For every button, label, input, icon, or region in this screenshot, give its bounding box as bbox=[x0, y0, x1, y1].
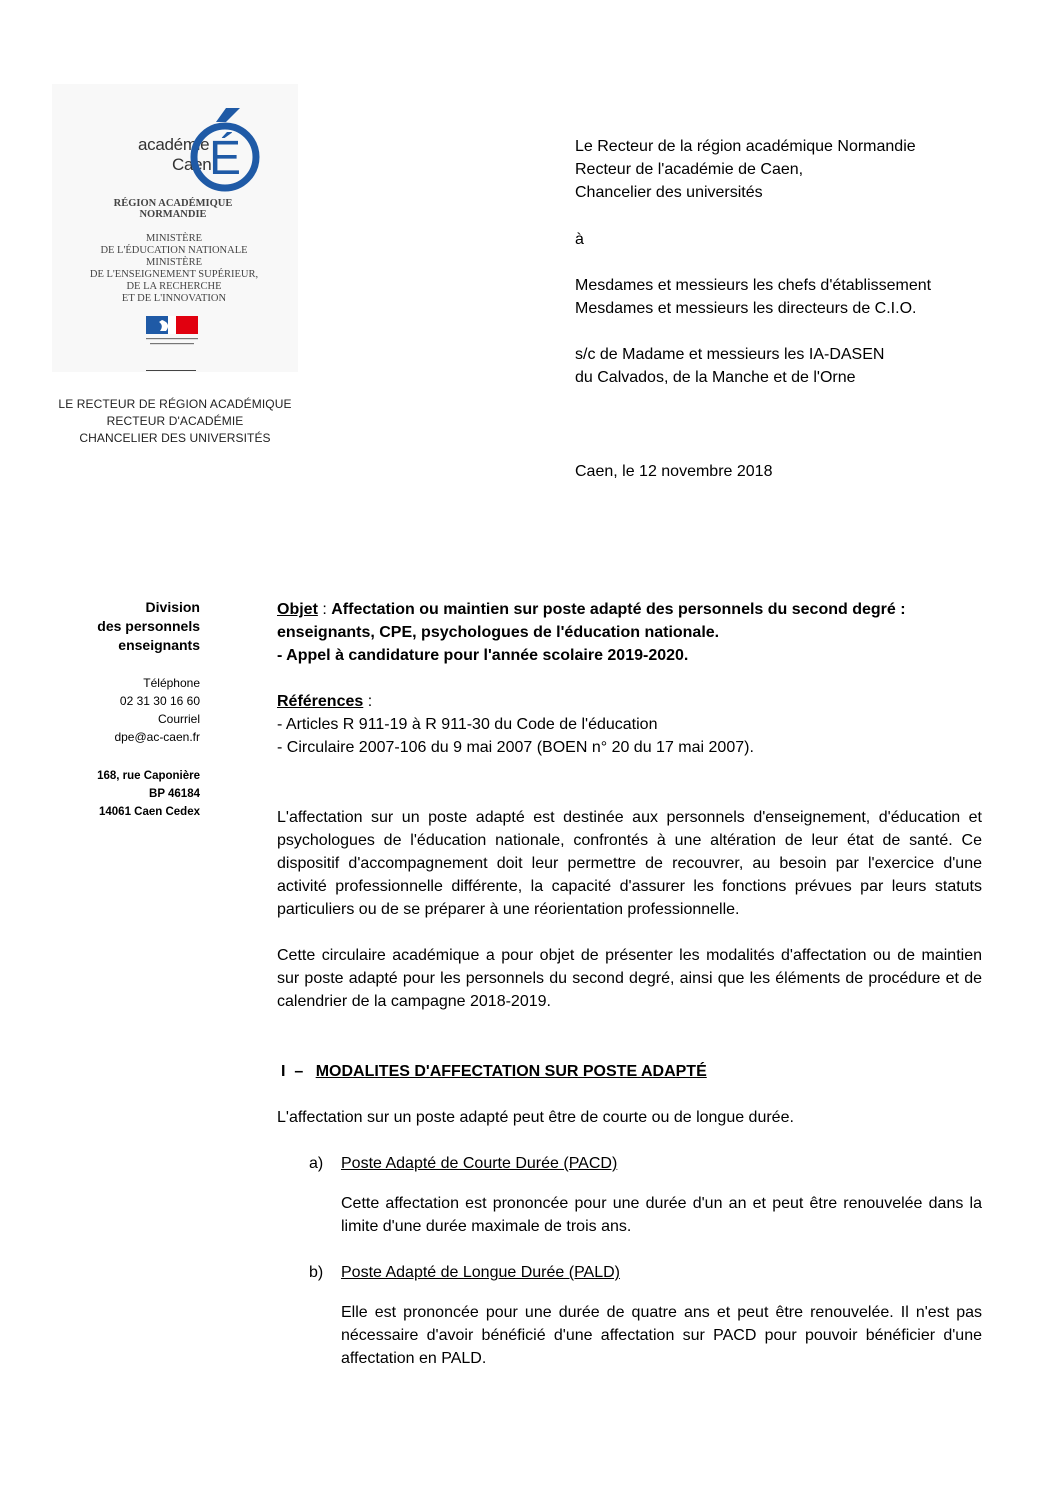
sc-line: du Calvados, de la Manche et de l'Orne bbox=[575, 369, 856, 386]
address-line: BP 46184 bbox=[149, 788, 200, 800]
recteur-titles bbox=[52, 396, 298, 447]
region-academique-label bbox=[90, 198, 256, 220]
item-text-pald: Elle est prononcée pour une durée de quatre ans et peut être renouvelée. Il n'est pas nécessaire d'avoir bénéficié d'une affectation sur PACD pour pouvoir bénéficier d'une affectation en PALD. bbox=[341, 1304, 982, 1367]
references-label: Références bbox=[277, 693, 364, 710]
recteur-title-line: LE RECTEUR DE RÉGION ACADÉMIQUE bbox=[58, 397, 292, 411]
reference-item: - Circulaire 2007-106 du 9 mai 2007 (BOEN n° 20 du 17 mai 2007). bbox=[277, 739, 754, 756]
sender-line: Chancelier des universités bbox=[575, 184, 763, 201]
wordmark-line-2: Caen bbox=[172, 155, 212, 174]
courriel-address: dpe@ac-caen.fr bbox=[114, 730, 200, 744]
academie-e-logo-icon bbox=[186, 106, 260, 192]
objet-label: Objet bbox=[277, 601, 318, 618]
marianne-flag-icon bbox=[146, 316, 198, 334]
section-intro: L'affectation sur un poste adapté peut être de courte ou de longue durée. bbox=[277, 1109, 794, 1126]
republique-francaise-mark bbox=[140, 336, 204, 348]
section-heading bbox=[281, 1060, 986, 1083]
logo-divider bbox=[146, 370, 196, 371]
sender-block bbox=[575, 135, 916, 204]
ministere-line: DE LA RECHERCHE bbox=[126, 281, 222, 292]
section-title: MODALITES D'AFFECTATION SUR POSTE ADAPTÉ bbox=[315, 1063, 707, 1080]
item-title-pald: Poste Adapté de Longue Durée (PALD) bbox=[341, 1264, 620, 1281]
wordmark-line-1: académie bbox=[138, 135, 210, 154]
sender-line: Recteur de l'académie de Caen, bbox=[575, 161, 804, 178]
address-line: 14061 Caen Cedex bbox=[98, 806, 200, 818]
item-title-pacd: Poste Adapté de Courte Durée (PACD) bbox=[341, 1155, 618, 1172]
region-line: NORMANDIE bbox=[139, 209, 207, 220]
objet-line-2: enseignants, CPE, psychologues de l'éducation nationale. bbox=[277, 624, 720, 641]
address-line: 168, rue Caponière bbox=[97, 770, 200, 782]
recipients-block bbox=[575, 274, 931, 320]
item-marker: a) bbox=[309, 1155, 324, 1172]
date-line: Caen, le 12 novembre 2018 bbox=[575, 463, 773, 480]
division-line: Division bbox=[145, 599, 200, 615]
body-paragraph-2: Cette circulaire académique a pour objet de présenter les modalités d'affectation ou de maintien sur poste adapté pour les personnels du second degré, ainsi que les éléments de procédure et de calendrier de la campagne 2018-2019. bbox=[277, 947, 982, 1010]
reference-item: - Articles R 911-19 à R 911-30 du Code de l'éducation bbox=[277, 716, 658, 733]
item-marker: b) bbox=[309, 1264, 324, 1281]
telephone-label: Téléphone bbox=[143, 676, 200, 690]
division-line: enseignants bbox=[118, 637, 200, 653]
ministere-label bbox=[70, 233, 278, 305]
courriel-label: Courriel bbox=[157, 712, 200, 726]
ministere-line: DE L'ÉDUCATION NATIONALE bbox=[100, 245, 248, 256]
sc-block bbox=[575, 343, 884, 389]
ministere-line: MINISTÈRE bbox=[146, 233, 202, 244]
postal-address bbox=[97, 767, 200, 821]
to-word: à bbox=[575, 231, 584, 248]
recipient-line: Mesdames et messieurs les directeurs de C.I.O. bbox=[575, 300, 917, 317]
references-block bbox=[277, 690, 982, 759]
region-line: RÉGION ACADÉMIQUE bbox=[113, 198, 233, 209]
objet-block bbox=[277, 598, 982, 667]
recteur-title-line: CHANCELIER DES UNIVERSITÉS bbox=[79, 431, 271, 445]
contact-block bbox=[114, 674, 200, 746]
body-paragraph-1: L'affectation sur un poste adapté est destinée aux personnels d'enseignement, d'éducation et psychologues de l'éducation nationale, confrontés à une altération de leur état de santé. Ce dispositif d'accompagnement doit leur permettre de recouvrer, au besoin par l'exercice d'une activité professionnelle différente, la capacité d'assurer les fonctions prévues par leurs statuts particuliers ou de se préparer à une réorientation professionnelle. bbox=[277, 809, 982, 918]
recipient-line: Mesdames et messieurs les chefs d'établissement bbox=[575, 277, 932, 294]
objet-line-3: - Appel à candidature pour l'année scolaire 2019-2020. bbox=[277, 647, 689, 664]
division-line: des personnels bbox=[97, 618, 200, 634]
ministere-line: MINISTÈRE bbox=[146, 257, 202, 268]
recteur-title-line: RECTEUR D'ACADÉMIE bbox=[106, 414, 244, 428]
references-colon: : bbox=[363, 693, 373, 710]
telephone-number: 02 31 30 16 60 bbox=[119, 694, 200, 708]
ministere-line: DE L'ENSEIGNEMENT SUPÉRIEUR, bbox=[89, 269, 259, 280]
item-text-pacd: Cette affectation est prononcée pour une durée d'un an et peut être renouvelée dans la limite d'une durée maximale de trois ans. bbox=[341, 1195, 982, 1235]
section-number: I – bbox=[281, 1063, 304, 1080]
logo-e-letter: É bbox=[208, 132, 242, 185]
sc-line: s/c de Madame et messieurs les IA-DASEN bbox=[575, 346, 885, 363]
objet-separator: : bbox=[317, 601, 332, 618]
division-label bbox=[97, 598, 200, 655]
objet-line-1: Affectation ou maintien sur poste adapté des personnels du second degré : bbox=[331, 601, 906, 618]
sender-line: Le Recteur de la région académique Normandie bbox=[575, 138, 916, 155]
ministere-line: ET DE L'INNOVATION bbox=[121, 293, 227, 304]
